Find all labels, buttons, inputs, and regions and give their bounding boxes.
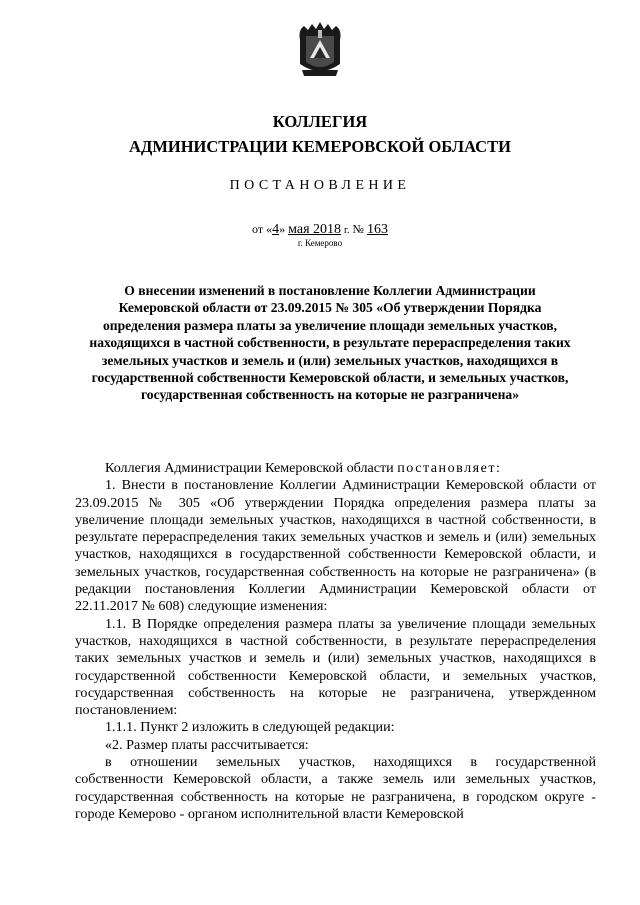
paragraph-1-1: 1.1. В Порядке определения размера платы за увеличение площади земельных участков, находящихся в частной собственности, в результате перераспределения таких земельных участков и земель и (или) земельных участков, находящихся в государственной собственности Кемеровской области, и земельных участков, государственная собственность на которые не разграничена, утвержденном постановлением: xyxy=(75,615,596,719)
number-sign: № xyxy=(352,222,364,236)
document-title: О внесении изменений в постановление Коллегии Администрации Кемеровской области от 23.09.2015 № 305 «Об утверждении Порядка определения размера платы за увеличение площади земельных участков, находящихся в частной собственности, в результате перераспределения таких земельных участков и земель и (или) земельных участков, находящихся в государственной собственности Кемеровской области, и земельных участков, государственная собственность на которые не разграничена» xyxy=(89,283,571,403)
date-line xyxy=(0,222,640,238)
intro-text: Коллегия Администрации Кемеровской области xyxy=(105,460,398,476)
intro-verb: постановляет: xyxy=(397,460,502,476)
coat-of-arms-emblem xyxy=(296,20,344,78)
city: г. Кемерово xyxy=(297,238,343,248)
org-name-line2: АДМИНИСТРАЦИИ КЕМЕРОВСКОЙ ОБЛАСТИ xyxy=(129,137,511,156)
document-body xyxy=(75,460,596,823)
date-suffix: г. xyxy=(344,225,350,236)
paragraph-1: 1. Внести в постановление Коллегии Администрации Кемеровской области от 23.09.2015 № 305 «Об утверждении Порядка определения размера платы за увеличение площади земельных участков, находящихся в частной собственности, в результате перераспределения таких земельных участков и земель и (или) земельных участков, находящихся в государственной собственности Кемеровской области, и земельных участков, государственная собственность на которые не разграничена» (в редакции постановления Коллегии Администрации Кемеровской области от 22.11.2017 № 608) следующие изменения: xyxy=(75,477,596,615)
org-name-line1: КОЛЛЕГИЯ xyxy=(272,112,368,131)
paragraph-quote-2: «2. Размер платы рассчитывается: xyxy=(105,736,309,753)
paragraph-text: в отношении земельных участков, находящихся в государственной собственности Кемеровской области, а также земель или земельных участков, государственная собственность на которые не разграничена, в городском округе - городе Кемерово - органом исполнительной власти Кемеровской xyxy=(75,754,596,822)
document-type: ПОСТАНОВЛЕНИЕ xyxy=(229,178,411,193)
document-number: 163 xyxy=(366,222,388,237)
intro-paragraph xyxy=(75,460,596,477)
date-day: 4 xyxy=(272,222,280,237)
paragraph-1-1-1: 1.1.1. Пункт 2 изложить в следующей редакции: xyxy=(105,719,395,736)
date-prefix: от « xyxy=(252,222,273,236)
date-mid: » xyxy=(279,222,286,236)
date-month-year: мая 2018 xyxy=(288,222,342,237)
